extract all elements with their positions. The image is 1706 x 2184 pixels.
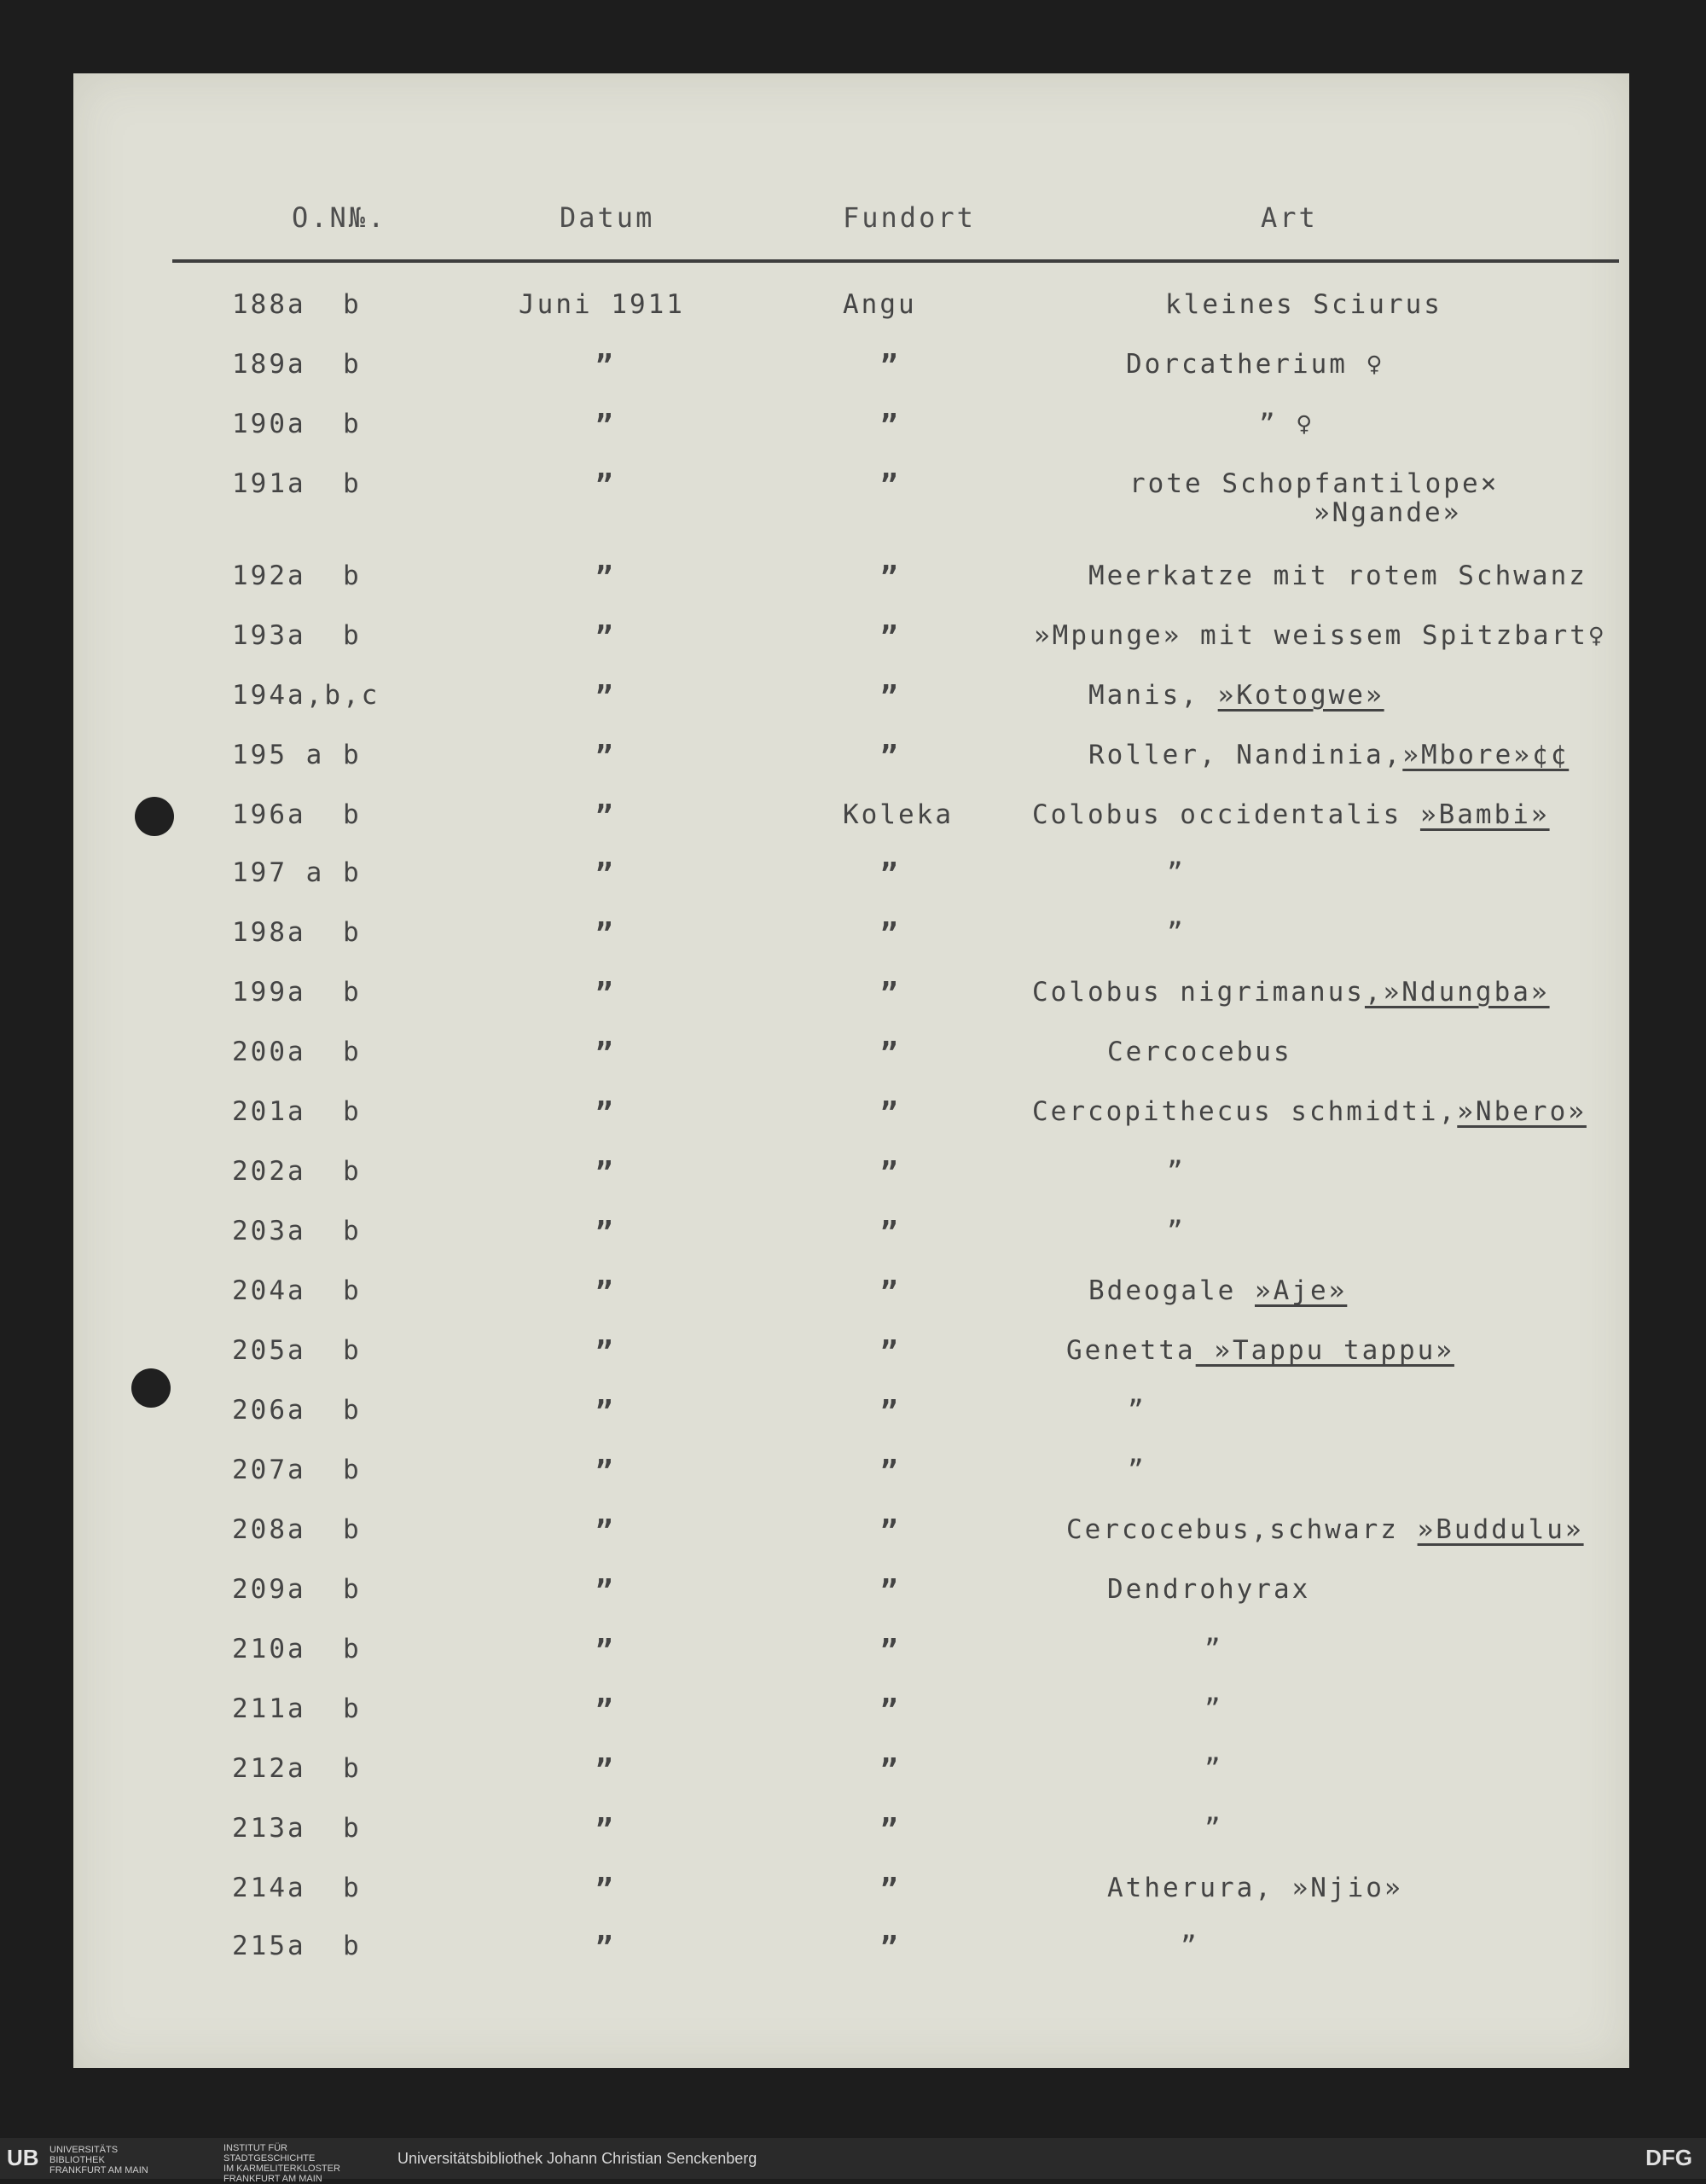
row-number: 211a <box>232 1693 306 1724</box>
row-number: 191a <box>232 468 306 499</box>
row-datum: ” <box>595 349 616 383</box>
row-number: 190a <box>232 409 306 439</box>
row-fundort: ” <box>880 349 901 383</box>
header-no: O.N№. <box>292 201 387 234</box>
row-art <box>1204 1635 1223 1665</box>
row-fundort: ” <box>880 1873 901 1907</box>
row-datum: ” <box>595 1693 616 1728</box>
paper-sheet <box>73 73 1629 2068</box>
row-art <box>1167 918 1186 949</box>
row-number: 188a <box>232 289 306 320</box>
row-art-text: Cercocebus <box>1107 1037 1292 1067</box>
row-sub-letter: b <box>343 1096 362 1127</box>
row-fundort: ” <box>880 740 901 774</box>
row-sub-letter: b <box>343 1335 362 1366</box>
row-number: 210a <box>232 1634 306 1664</box>
row-art <box>1181 1931 1199 1962</box>
row-art <box>1034 621 1607 652</box>
row-sub-letter: b <box>343 1873 362 1903</box>
row-art <box>1165 290 1442 321</box>
row-art-local-name: »Mbore»¢¢ <box>1402 740 1570 770</box>
row-art-text: »Mpunge» mit weissem Spitzbart♀ <box>1034 620 1607 651</box>
row-sub-letter: b <box>343 740 362 770</box>
header-art: Art <box>1261 201 1318 234</box>
row-art-text: ” <box>1128 1455 1146 1485</box>
row-art-local-name: ,»Ndungba» <box>1364 977 1550 1008</box>
row-art <box>1032 978 1550 1008</box>
row-art <box>1167 1217 1186 1247</box>
row-art-text: ” <box>1204 1634 1223 1664</box>
row-number: 202a <box>232 1156 306 1187</box>
row-datum: ” <box>595 799 616 834</box>
row-fundort: ” <box>880 1156 901 1190</box>
row-number: 189a <box>232 349 306 380</box>
row-sub-letter: b <box>343 799 362 830</box>
row-art <box>1088 1276 1347 1307</box>
row-sub-letter: b <box>343 620 362 651</box>
row-art-text: ” <box>1204 1813 1223 1844</box>
row-sub-letter: b <box>343 1275 362 1306</box>
row-number: 197 a <box>232 857 325 888</box>
row-datum: ” <box>595 680 616 714</box>
row-art-text: Cercopithecus schmidti, <box>1032 1096 1458 1127</box>
row-datum: ” <box>595 1574 616 1608</box>
row-art-text: ” <box>1167 1156 1186 1187</box>
row-art-text: Colobus occidentalis <box>1032 799 1420 830</box>
row-art <box>1032 1097 1587 1128</box>
row-datum: ” <box>595 1514 616 1548</box>
row-art-text: Meerkatze mit rotem Schwanz <box>1088 561 1587 591</box>
dfg-logo: DFG <box>1645 2145 1692 2170</box>
row-sub-letter: b <box>343 1634 362 1664</box>
row-fundort: Angu <box>843 289 917 320</box>
row-art-text: ” <box>1167 857 1186 888</box>
row-datum: ” <box>595 1096 616 1130</box>
row-fundort: ” <box>880 1931 901 1965</box>
row-art <box>1107 1575 1310 1606</box>
row-fundort: ” <box>880 857 901 892</box>
row-number: 203a <box>232 1216 306 1246</box>
row-art-second-line: »Ngande» <box>1314 497 1462 528</box>
row-number: 205a <box>232 1335 306 1366</box>
row-datum: ” <box>595 468 616 502</box>
row-fundort: ” <box>880 561 901 595</box>
row-number: 200a <box>232 1037 306 1067</box>
row-art-text: ” <box>1204 1753 1223 1784</box>
row-fundort: ” <box>880 1753 901 1787</box>
row-art <box>1066 1515 1584 1546</box>
row-datum: ” <box>595 857 616 892</box>
row-number: 195 a <box>232 740 325 770</box>
row-art <box>1107 1037 1292 1068</box>
row-sub-letter: b <box>343 1931 362 1961</box>
row-datum: ” <box>595 1275 616 1310</box>
row-sub-letter: b <box>343 349 362 380</box>
row-sub-letter: b <box>343 468 362 499</box>
row-art <box>1066 1336 1454 1367</box>
row-datum: ” <box>595 1335 616 1369</box>
row-fundort: ” <box>880 1335 901 1369</box>
row-datum: ” <box>595 1753 616 1787</box>
row-fundort: ” <box>880 977 901 1011</box>
row-sub-letter: b <box>343 857 362 888</box>
row-art-text: Manis, <box>1088 680 1218 711</box>
row-art-local-name: »Aje» <box>1254 1275 1348 1306</box>
row-datum: ” <box>595 740 616 774</box>
row-number: 209a <box>232 1574 306 1605</box>
row-number: 199a <box>232 977 306 1008</box>
row-art-local-name: »Buddulu» <box>1417 1514 1584 1545</box>
row-art-text: Dendrohyrax <box>1107 1574 1311 1605</box>
ub-name: UNIVERSITÄTS BIBLIOTHEK FRANKFURT AM MAIN <box>49 2145 148 2176</box>
row-sub-letter: b <box>343 1455 362 1485</box>
row-number: 212a <box>232 1753 306 1784</box>
row-sub-letter: b <box>343 977 362 1008</box>
row-datum: ” <box>595 977 616 1011</box>
row-number: 194a,b,c <box>232 680 380 711</box>
row-number: 214a <box>232 1873 306 1903</box>
footer-bar <box>0 2138 1706 2184</box>
row-art-local-name: »Bambi» <box>1419 799 1550 830</box>
header-fundort: Fundort <box>843 201 976 234</box>
row-art <box>1167 1157 1186 1188</box>
row-sub-letter: b <box>343 289 362 320</box>
row-art-text: kleines Sciurus <box>1165 289 1442 320</box>
row-art-text: ” <box>1167 917 1186 948</box>
row-fundort: ” <box>880 620 901 654</box>
row-number: 198a <box>232 917 306 948</box>
row-art <box>1259 410 1314 440</box>
row-sub-letter: b <box>343 1156 362 1187</box>
row-datum: ” <box>595 1156 616 1190</box>
row-fundort: ” <box>880 1216 901 1250</box>
row-number: 204a <box>232 1275 306 1306</box>
row-fundort: ” <box>880 1395 901 1429</box>
row-fundort: ” <box>880 1096 901 1130</box>
row-art-text: ” <box>1167 1216 1186 1246</box>
row-sub-letter: b <box>343 1395 362 1426</box>
row-sub-letter: b <box>343 1753 362 1784</box>
row-datum: Juni 1911 <box>519 289 685 320</box>
row-number: 206a <box>232 1395 306 1426</box>
row-datum: ” <box>595 1813 616 1847</box>
row-art-text: ” <box>1181 1931 1199 1961</box>
row-fundort: ” <box>880 468 901 502</box>
row-art-text: Bdeogale <box>1088 1275 1255 1306</box>
row-art <box>1128 1455 1146 1486</box>
row-sub-letter: b <box>343 1574 362 1605</box>
row-fundort: ” <box>880 1634 901 1668</box>
row-sub-letter: b <box>343 561 362 591</box>
row-datum: ” <box>595 620 616 654</box>
row-datum: ” <box>595 561 616 595</box>
row-fundort: ” <box>880 1275 901 1310</box>
row-datum: ” <box>595 409 616 443</box>
row-art-text: ” <box>1128 1395 1146 1426</box>
row-sub-letter: b <box>343 1813 362 1844</box>
row-number: 213a <box>232 1813 306 1844</box>
row-sub-letter: b <box>343 409 362 439</box>
institute-name: INSTITUT FÜR STADTGESCHICHTE IM KARMELITERKLOSTER FRANKFURT AM MAIN <box>223 2143 340 2184</box>
row-number: 208a <box>232 1514 306 1545</box>
row-art-local-name: »Nbero» <box>1457 1096 1587 1127</box>
row-art <box>1032 800 1550 831</box>
row-art-text: Cercocebus,schwarz <box>1066 1514 1418 1545</box>
row-datum: ” <box>595 1931 616 1965</box>
row-art <box>1167 858 1186 889</box>
row-fundort: ” <box>880 1693 901 1728</box>
row-art <box>1107 1873 1403 1904</box>
row-art <box>1204 1814 1223 1844</box>
row-art-text: Roller, Nandinia, <box>1088 740 1403 770</box>
row-datum: ” <box>595 1455 616 1489</box>
row-sub-letter: b <box>343 1514 362 1545</box>
row-fundort: ” <box>880 680 901 714</box>
row-art <box>1088 561 1587 592</box>
row-art-text: Atherura, »Njio» <box>1107 1873 1403 1903</box>
row-fundort: Koleka <box>843 799 954 830</box>
row-fundort: ” <box>880 1813 901 1847</box>
row-fundort: ” <box>880 1514 901 1548</box>
header-datum: Datum <box>560 201 655 234</box>
row-art <box>1204 1694 1223 1725</box>
row-datum: ” <box>595 917 616 951</box>
row-art-local-name: »Kotogwe» <box>1217 680 1384 711</box>
punch-hole <box>135 797 174 836</box>
row-sub-letter: b <box>343 917 362 948</box>
ub-logo: UB <box>7 2145 39 2170</box>
row-art-local-name: »Tappu tappu» <box>1195 1335 1454 1366</box>
row-number: 196a <box>232 799 306 830</box>
row-fundort: ” <box>880 917 901 951</box>
row-art-text: Dorcatherium ♀ <box>1126 349 1385 380</box>
row-art-text: ” <box>1204 1693 1223 1724</box>
row-number: 215a <box>232 1931 306 1961</box>
row-fundort: ” <box>880 1037 901 1071</box>
row-art <box>1128 1396 1146 1426</box>
header-rule <box>172 259 1619 263</box>
library-name: Universitätsbibliothek Johann Christian Senckenberg <box>397 2150 757 2167</box>
row-art <box>1129 469 1499 500</box>
row-art <box>1126 350 1384 380</box>
row-art-text: ” ♀ <box>1259 409 1314 439</box>
row-art <box>1088 681 1384 712</box>
row-fundort: ” <box>880 1574 901 1608</box>
row-sub-letter: b <box>343 1216 362 1246</box>
row-art-text: Genetta <box>1066 1335 1196 1366</box>
row-number: 201a <box>232 1096 306 1127</box>
row-fundort: ” <box>880 409 901 443</box>
row-datum: ” <box>595 1216 616 1250</box>
row-number: 193a <box>232 620 306 651</box>
row-datum: ” <box>595 1037 616 1071</box>
row-datum: ” <box>595 1395 616 1429</box>
row-datum: ” <box>595 1634 616 1668</box>
row-art-text: rote Schopfantilope× <box>1129 468 1500 499</box>
row-number: 192a <box>232 561 306 591</box>
row-number: 207a <box>232 1455 306 1485</box>
row-datum: ” <box>595 1873 616 1907</box>
row-sub-letter: b <box>343 1037 362 1067</box>
punch-hole <box>131 1368 171 1408</box>
row-art <box>1204 1754 1223 1785</box>
row-art <box>1088 741 1569 771</box>
row-art-text: Colobus nigrimanus <box>1032 977 1365 1008</box>
row-sub-letter: b <box>343 1693 362 1724</box>
row-fundort: ” <box>880 1455 901 1489</box>
